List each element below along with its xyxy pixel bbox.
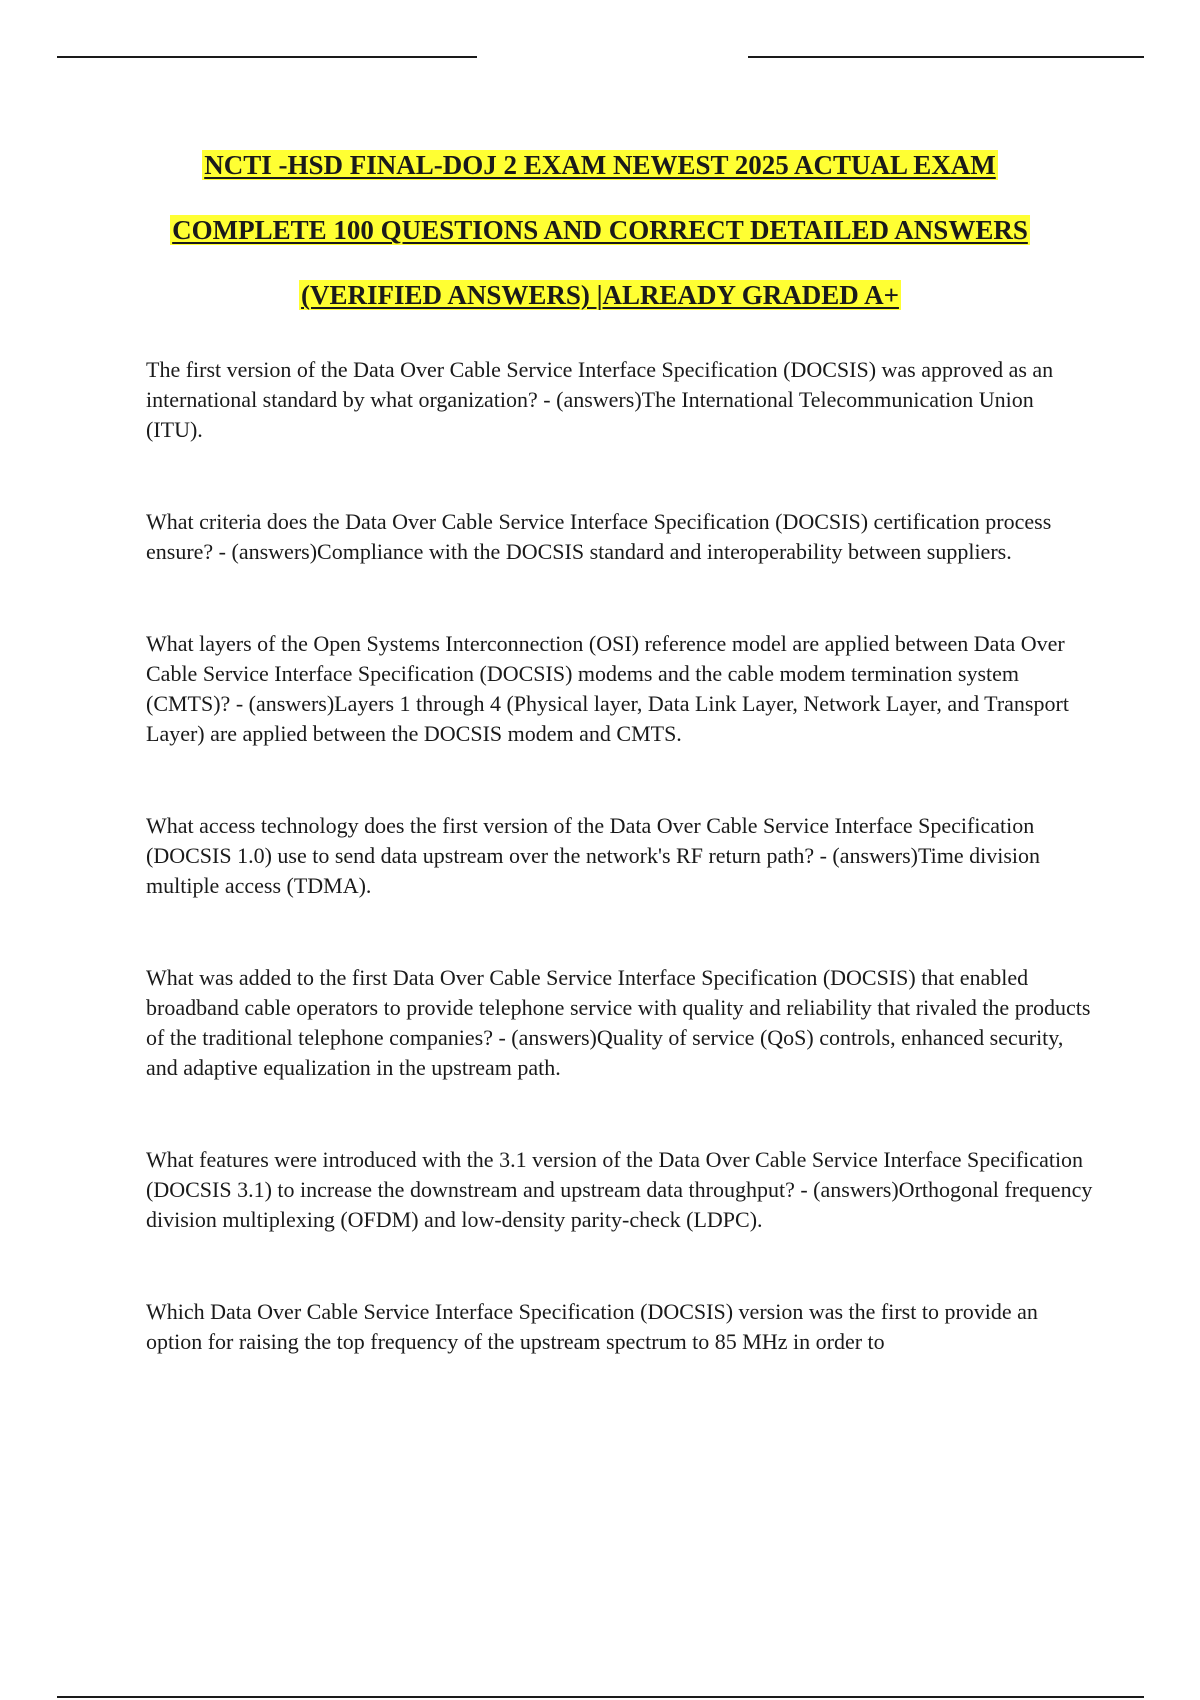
- qa-item-5: What was added to the first Data Over Cable Service Interface Specification (DOCSIS) that enabled broadband cable operators to provide telephone service with quality and reliability that rivaled the products of the traditional telephone companies? - (answers)Quality of service (QoS) controls, enhanced security, and adaptive equalization in the upstream path.: [146, 965, 1091, 1080]
- question-answer-list: [146, 355, 1096, 1419]
- qa-item-7: Which Data Over Cable Service Interface Specification (DOCSIS) version was the first to provide an option for raising the top frequency of the upstream spectrum to 85 MHz in order to: [146, 1299, 1038, 1354]
- document-title: [0, 144, 1200, 339]
- header-rule-right: [748, 56, 1144, 58]
- qa-item-6: What features were introduced with the 3.1 version of the Data Over Cable Service Interface Specification (DOCSIS 3.1) to increase the downstream and upstream data throughput? - (answers)Orthogonal frequency division multiplexing (OFDM) and low-density parity-check (LDPC).: [146, 1147, 1093, 1232]
- footer-rule: [57, 1696, 1144, 1698]
- qa-item-3: What layers of the Open Systems Interconnection (OSI) reference model are applied between Data Over Cable Service Interface Specification (DOCSIS) modems and the cable modem termination system (CMTS)? - (answers)Layers 1 through 4 (Physical layer, Data Link Layer, Network Layer, and Transport Layer) are applied between the DOCSIS modem and CMTS.: [146, 631, 1069, 746]
- qa-item-1: The first version of the Data Over Cable Service Interface Specification (DOCSIS) was approved as an international standard by what organization? - (answers)The International Telecommunication Union (ITU).: [146, 357, 1054, 442]
- title-line-2: COMPLETE 100 QUESTIONS AND CORRECT DETAILED ANSWERS: [172, 215, 1028, 245]
- qa-item-2: What criteria does the Data Over Cable Service Interface Specification (DOCSIS) certification process ensure? - (answers)Compliance with the DOCSIS standard and interoperability between suppliers.: [146, 509, 1052, 564]
- title-line-3: (VERIFIED ANSWERS) |ALREADY GRADED A+: [301, 280, 899, 310]
- header-rule-left: [57, 56, 477, 58]
- qa-item-4: What access technology does the first version of the Data Over Cable Service Interface Specification (DOCSIS 1.0) use to send data upstream over the network's RF return path? - (answers)Time division multiple access (TDMA).: [146, 813, 1041, 898]
- title-line-1: NCTI -HSD FINAL-DOJ 2 EXAM NEWEST 2025 ACTUAL EXAM: [204, 150, 996, 180]
